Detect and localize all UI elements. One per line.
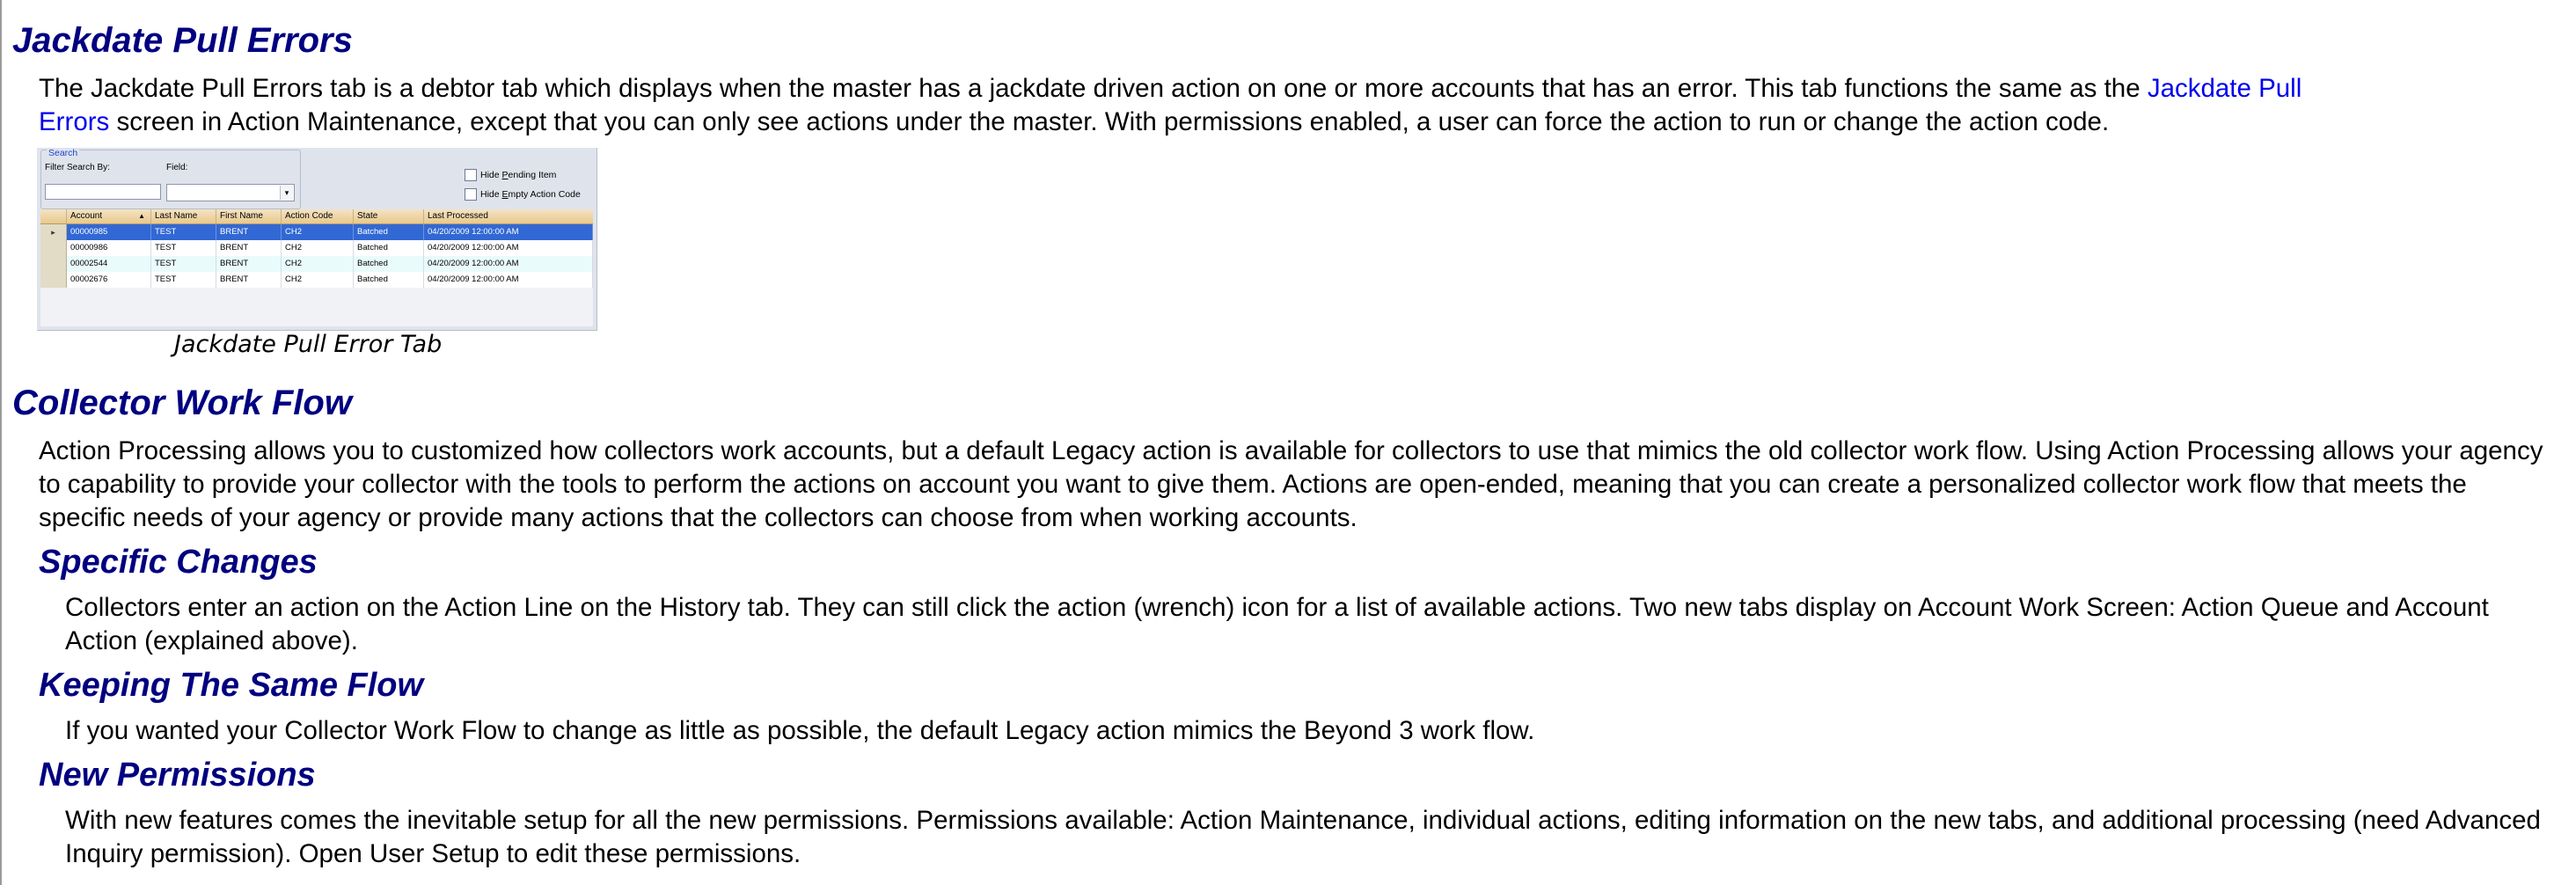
table-cell[interactable]: TEST xyxy=(151,272,216,288)
table-cell[interactable]: 00002544 xyxy=(67,256,151,272)
section-heading-collector-work-flow: Collector Work Flow xyxy=(12,384,352,422)
filter-search-input[interactable] xyxy=(45,184,161,200)
row-header[interactable] xyxy=(40,240,67,256)
table-cell[interactable]: 04/20/2009 12:00:00 AM xyxy=(424,256,593,272)
table-cell[interactable]: CH2 xyxy=(282,272,354,288)
row-header[interactable] xyxy=(40,272,67,288)
paragraph-text: The Jackdate Pull Errors tab is a debtor tab which displays when the master has a jackdate driven action on one or more accounts that has an error. This tab functions the same as the xyxy=(39,74,2148,103)
table-row[interactable] xyxy=(40,240,593,256)
field-select[interactable] xyxy=(166,184,295,201)
table-row[interactable] xyxy=(40,224,593,240)
table-cell[interactable]: Batched xyxy=(354,224,424,240)
table-cell[interactable]: 00002676 xyxy=(67,272,151,288)
table-cell[interactable]: Batched xyxy=(354,272,424,288)
table-row[interactable] xyxy=(40,256,593,272)
subheading-new-permissions: New Permissions xyxy=(39,757,316,794)
table-cell[interactable]: Batched xyxy=(354,240,424,256)
jackdate-pull-errors-paragraph xyxy=(39,72,2555,139)
checkbox-box[interactable] xyxy=(465,169,477,181)
table-cell[interactable]: TEST xyxy=(151,240,216,256)
table-cell[interactable]: Batched xyxy=(354,256,424,272)
column-header-last-processed[interactable]: Last Processed xyxy=(428,211,488,221)
actions-grid xyxy=(40,209,593,326)
paragraph-text: screen in Action Maintenance, except that you can only see actions under the master. With permissions enabled, a user can force the action to run or change the action code. xyxy=(109,107,2110,136)
table-cell[interactable]: 04/20/2009 12:00:00 AM xyxy=(424,272,593,288)
table-cell[interactable]: 04/20/2009 12:00:00 AM xyxy=(424,224,593,240)
column-header-account[interactable]: Account ▲ xyxy=(67,209,151,223)
chevron-down-icon[interactable]: ▾ xyxy=(280,186,293,200)
column-header-last-name[interactable]: Last Name xyxy=(151,209,216,223)
jackdate-pull-error-tab-screenshot xyxy=(37,148,597,331)
section-heading-jackdate-pull-errors: Jackdate Pull Errors xyxy=(12,21,353,60)
grid-header xyxy=(40,209,593,224)
figure-caption: Jackdate Pull Error Tab xyxy=(174,331,443,358)
hide-empty-action-code-checkbox[interactable] xyxy=(465,188,581,201)
row-pointer-icon[interactable]: ▸ xyxy=(40,224,67,240)
sort-ascending-icon: ▲ xyxy=(138,212,145,220)
table-cell[interactable]: TEST xyxy=(151,256,216,272)
column-header-state[interactable]: State xyxy=(354,209,424,223)
collector-work-flow-paragraph: Action Processing allows you to customized how collectors work accounts, but a default Legacy action is available for collectors to use that mimics the old collector work flow. Using Action Processing allows your agency to capability to provide your collector with the tools to perform the actions on account you want to give them. Actions are open-ended, meaning that you can create a personalized collector work flow that meets the specific needs of your agency or provide many actions that the collectors can choose from when working accounts. xyxy=(39,436,2543,532)
table-cell[interactable]: 00000986 xyxy=(67,240,151,256)
table-cell[interactable]: CH2 xyxy=(282,240,354,256)
field-label: Field: xyxy=(166,163,188,172)
search-group xyxy=(40,150,301,209)
checkbox-label: Hide Empty Action Code xyxy=(480,189,581,200)
table-cell[interactable]: BRENT xyxy=(216,224,282,240)
hide-pending-item-checkbox[interactable] xyxy=(465,169,556,181)
subheading-keeping-the-same-flow: Keeping The Same Flow xyxy=(39,667,424,704)
table-cell[interactable]: 04/20/2009 12:00:00 AM xyxy=(424,240,593,256)
link-text[interactable]: Errors xyxy=(39,107,110,136)
table-cell[interactable]: BRENT xyxy=(216,240,282,256)
row-header[interactable] xyxy=(40,256,67,272)
grid-header-corner xyxy=(40,209,67,223)
specific-changes-paragraph: Collectors enter an action on the Action Line on the History tab. They can still click the action (wrench) icon for a list of available actions. Two new tabs display on Account Work Screen: Action Queue and Account Action (explained above). xyxy=(65,593,2489,655)
table-cell[interactable]: CH2 xyxy=(282,256,354,272)
table-cell[interactable]: CH2 xyxy=(282,224,354,240)
column-header-action-code[interactable]: Action Code xyxy=(282,209,354,223)
subheading-specific-changes: Specific Changes xyxy=(39,544,318,581)
checkbox-box[interactable] xyxy=(465,188,477,201)
checkbox-label: Hide Pending Item xyxy=(480,170,557,180)
table-cell[interactable]: BRENT xyxy=(216,256,282,272)
link-text[interactable]: Jackdate Pull xyxy=(2147,74,2302,103)
search-legend: Search xyxy=(48,148,78,158)
table-row[interactable] xyxy=(40,272,593,288)
keeping-the-same-flow-paragraph: If you wanted your Collector Work Flow to change as little as possible, the default Legacy action mimics the Beyond 3 work flow. xyxy=(65,716,1535,745)
new-permissions-paragraph: With new features comes the inevitable setup for all the new permissions. Permissions available: Action Maintenance, individual actions, editing information on the new tabs, and additional processing (need Advanced Inquiry permission). Open User Setup to edit these permissions. xyxy=(65,806,2541,868)
table-cell[interactable]: TEST xyxy=(151,224,216,240)
table-cell[interactable]: 00000985 xyxy=(67,224,151,240)
table-cell[interactable]: BRENT xyxy=(216,272,282,288)
column-header-first-name[interactable]: First Name xyxy=(216,209,282,223)
filter-search-label: Filter Search By: xyxy=(45,163,110,172)
